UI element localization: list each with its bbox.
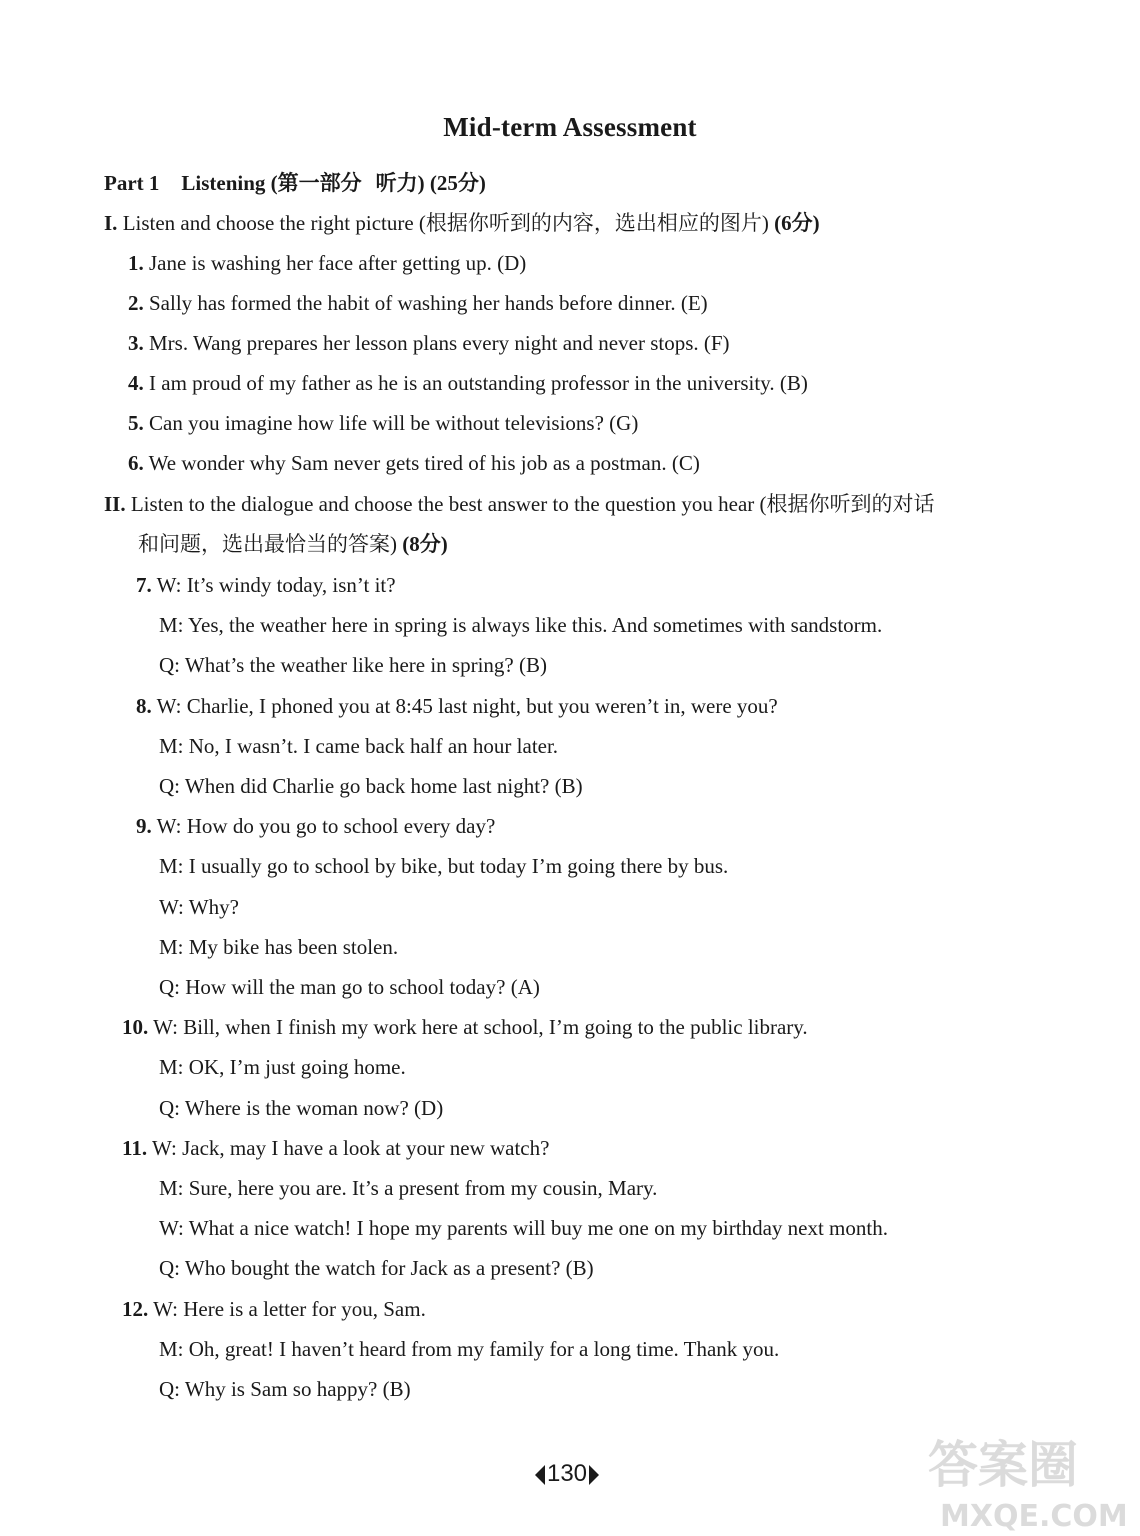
question-item: [128, 450, 700, 476]
part-name-2: 听力) (25分): [375, 171, 486, 195]
dialogue-text: M: Oh, great! I haven’t heard from my family for a long time. Thank you.: [159, 1337, 780, 1361]
section-2-number: II.: [104, 492, 126, 516]
question-number: 4.: [128, 371, 144, 395]
dialogue-line: [159, 894, 239, 920]
section-1-points: (6分): [774, 211, 820, 235]
dialogue-text: Q: Where is the woman now? (D): [159, 1096, 444, 1120]
watermark-text: 答案圈: [928, 1436, 1078, 1494]
dialogue-line: [159, 1255, 594, 1281]
dialogue-line: [159, 773, 583, 799]
dialogue-first-line: [122, 1014, 808, 1040]
dialogue-text: W: Charlie, I phoned you at 8:45 last night, but you weren’t in, were you?: [156, 694, 778, 718]
dialogue-text: Q: When did Charlie go back home last night? (B): [159, 774, 583, 798]
question-number: 7.: [136, 573, 152, 597]
dialogue-line: [159, 1215, 888, 1241]
section-1-number: I.: [104, 211, 118, 235]
question-number: 6.: [128, 451, 144, 475]
question-number: 3.: [128, 331, 144, 355]
question-text: Mrs. Wang prepares her lesson plans every night and never stops. (F): [149, 331, 730, 355]
dialogue-text: Q: What’s the weather like here in spring? (B): [159, 653, 547, 677]
question-item: [128, 290, 708, 316]
section-2-points: (8分): [402, 532, 448, 556]
dialogue-text: W: How do you go to school every day?: [156, 814, 496, 838]
dialogue-line: [159, 1336, 779, 1362]
dialogue-text: M: No, I wasn’t. I came back half an hour later.: [159, 734, 559, 758]
dialogue-text: M: Sure, here you are. It’s a present from my cousin, Mary.: [159, 1176, 658, 1200]
dialogue-line: [159, 652, 547, 678]
dialogue-text: Q: Why is Sam so happy? (B): [159, 1377, 411, 1401]
dialogue-text: Q: How will the man go to school today? (A): [159, 975, 540, 999]
question-number: 12.: [122, 1297, 149, 1321]
left-triangle-icon: [535, 1465, 545, 1485]
dialogue-text: W: Here is a letter for you, Sam.: [153, 1297, 426, 1321]
page-number-text: 130: [546, 1460, 588, 1487]
section-2-heading-line1: [104, 491, 935, 517]
watermark-logo: [920, 1420, 1128, 1536]
question-item: [128, 410, 638, 436]
dialogue-first-line: [136, 693, 778, 719]
question-item: [128, 250, 526, 276]
question-text: Sally has formed the habit of washing her hands before dinner. (E): [149, 291, 708, 315]
question-number: 11.: [122, 1136, 148, 1160]
question-number: 2.: [128, 291, 144, 315]
dialogue-line: [159, 1376, 411, 1402]
question-text: We wonder why Sam never gets tired of his job as a postman. (C): [148, 451, 700, 475]
dialogue-line: [159, 733, 558, 759]
section-2-heading-line2: [138, 531, 448, 557]
question-number: 1.: [128, 251, 144, 275]
right-triangle-icon: [589, 1465, 599, 1485]
section-1-heading: [104, 210, 820, 236]
question-text: Jane is washing her face after getting up. (D): [149, 251, 527, 275]
dialogue-text: W: Jack, may I have a look at your new watch?: [151, 1136, 550, 1160]
dialogue-first-line: [122, 1135, 549, 1161]
question-number: 9.: [136, 814, 152, 838]
part-name: Listening (第一部分: [181, 171, 362, 195]
dialogue-first-line: [122, 1296, 426, 1322]
dialogue-text: Q: Who bought the watch for Jack as a present? (B): [159, 1256, 594, 1280]
dialogue-line: [159, 974, 540, 1000]
part-heading: [104, 170, 486, 196]
watermark-url: MXQE.COM: [940, 1499, 1128, 1534]
dialogue-line: [159, 1095, 443, 1121]
dialogue-text: M: My bike has been stolen.: [159, 935, 399, 959]
question-item: [128, 370, 808, 396]
dialogue-first-line: [136, 572, 396, 598]
section-2-instruction-2: 和问题，选出最恰当的答案): [138, 532, 397, 556]
dialogue-first-line: [136, 813, 495, 839]
section-1-instruction: Listen and choose the right picture (根据你听到的内容，选出相应的图片): [122, 211, 769, 235]
question-item: [128, 330, 730, 356]
question-number: 5.: [128, 411, 144, 435]
dialogue-line: [159, 612, 882, 638]
dialogue-text: W: Bill, when I finish my work here at school, I’m going to the public library.: [153, 1015, 808, 1039]
dialogue-text: M: I usually go to school by bike, but today I’m going there by bus.: [159, 854, 729, 878]
dialogue-line: [159, 1054, 406, 1080]
question-number: 10.: [122, 1015, 149, 1039]
part-label: Part 1: [104, 171, 160, 195]
dialogue-line: [159, 1175, 657, 1201]
section-2-instruction-1: Listen to the dialogue and choose the best answer to the question you hear (根据你听到的对话: [130, 492, 935, 516]
dialogue-text: M: Yes, the weather here in spring is always like this. And sometimes with sandstorm.: [159, 613, 883, 637]
dialogue-text: M: OK, I’m just going home.: [159, 1055, 406, 1079]
dialogue-text: W: Why?: [159, 895, 239, 919]
page-title: Mid-term Assessment: [443, 112, 697, 142]
question-text: Can you imagine how life will be without televisions? (G): [149, 411, 639, 435]
question-number: 8.: [136, 694, 152, 718]
dialogue-text: W: It’s windy today, isn’t it?: [156, 573, 396, 597]
dialogue-line: [159, 853, 728, 879]
dialogue-line: [159, 934, 398, 960]
question-text: I am proud of my father as he is an outstanding professor in the university. (B): [149, 371, 808, 395]
dialogue-text: W: What a nice watch! I hope my parents will buy me one on my birthday next month.: [159, 1216, 888, 1240]
